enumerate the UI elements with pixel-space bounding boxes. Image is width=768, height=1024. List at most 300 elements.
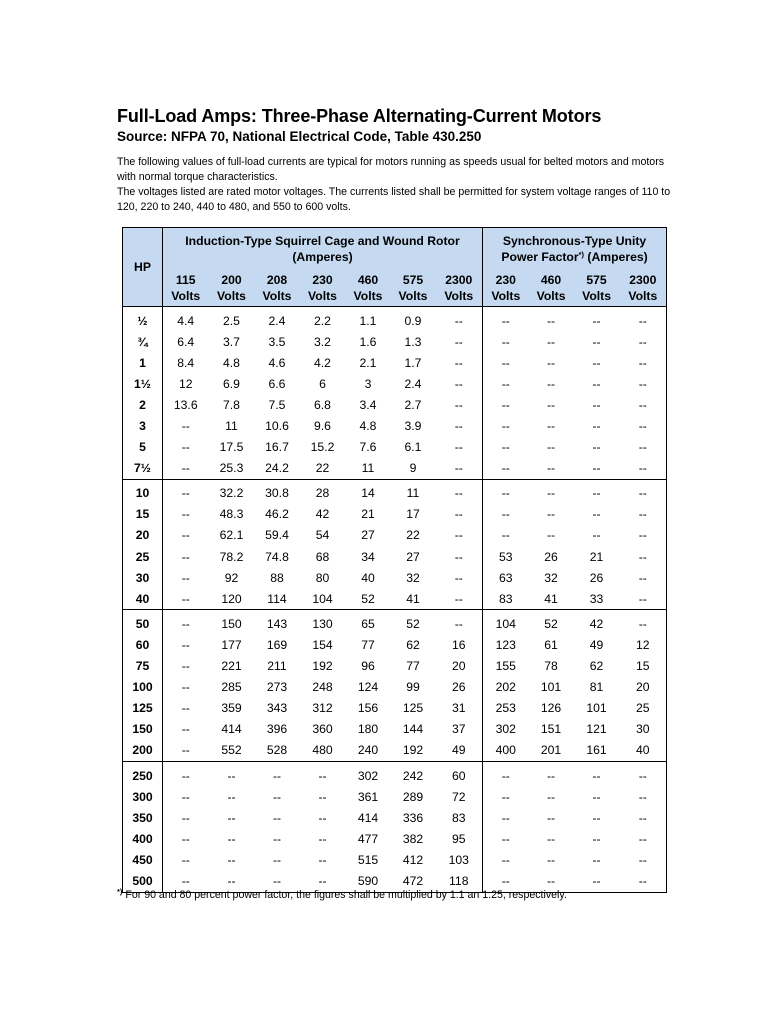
amps-cell: 34 — [361, 549, 375, 564]
amps-cell: 65 — [346, 610, 391, 635]
amps-cell: 177 — [221, 637, 242, 652]
amps-cell: -- — [483, 415, 529, 436]
hp-cell: 450 — [123, 849, 163, 870]
amps-cell: 49 — [589, 637, 604, 652]
hp-cell: 20 — [123, 525, 163, 546]
amps-cell: -- — [638, 313, 647, 328]
induction-voltage-header-208 — [255, 270, 300, 307]
amps-cell: -- — [483, 437, 529, 458]
amps-cell: 192 — [402, 743, 424, 758]
amps-cell: 25.3 — [219, 461, 244, 476]
amps-cell: 552 — [221, 743, 242, 758]
amps-cell: 16 — [451, 637, 466, 652]
amps-cell: -- — [592, 440, 601, 455]
hp-cell: 60 — [123, 634, 163, 655]
amps-cell: 6.4 — [177, 334, 195, 349]
amps-cell: -- — [272, 852, 282, 867]
amps-cell: -- — [546, 507, 556, 522]
amps-cell: 22 — [406, 528, 420, 543]
amps-cell: -- — [620, 761, 667, 786]
amps-cell: 17 — [406, 507, 420, 522]
amps-cell: -- — [483, 504, 529, 525]
amps-cell: 4.6 — [268, 355, 286, 370]
amps-cell: -- — [454, 440, 463, 455]
amps-cell: 61 — [544, 637, 558, 652]
table-row — [123, 525, 667, 546]
amps-cell: 68 — [315, 549, 330, 564]
amps-cell: 273 — [266, 680, 288, 695]
amps-cell: 240 — [357, 743, 379, 758]
amps-cell: 30.8 — [255, 479, 300, 504]
amps-cell: -- — [454, 507, 463, 522]
amps-cell: 528 — [266, 743, 288, 758]
table-row — [123, 504, 667, 525]
amps-cell: -- — [483, 761, 529, 786]
amps-cell: 11 — [391, 479, 436, 504]
voltage-value: 2300 — [629, 273, 657, 287]
amps-cell: -- — [546, 334, 556, 349]
voltage-unit: Volts — [491, 289, 521, 303]
amps-cell: 400 — [483, 740, 529, 762]
table-row — [123, 352, 667, 373]
page-title: Full-Load Amps: Three-Phase Alternating-Current Motors — [117, 106, 602, 126]
voltage-value: 115 — [175, 273, 196, 287]
amps-cell: -- — [483, 828, 529, 849]
amps-cell: 77 — [406, 659, 420, 674]
intro-paragraph-1: The following values of full-load currents are typical for motors running as speeds usual for belted motors and motors with normal torque characteristics. — [117, 156, 665, 183]
amps-cell: 202 — [483, 677, 529, 698]
amps-cell: 151 — [540, 722, 562, 737]
amps-cell: -- — [181, 701, 190, 716]
voltage-value: 208 — [266, 273, 288, 287]
amps-cell: 52 — [529, 610, 574, 635]
amps-cell: -- — [163, 761, 209, 786]
amps-cell: -- — [620, 610, 667, 635]
amps-cell: 62 — [406, 637, 420, 652]
hp-cell: 25 — [123, 546, 163, 567]
amps-cell: 15 — [636, 659, 650, 674]
amps-cell: -- — [454, 313, 463, 328]
amps-cell: 8.4 — [177, 355, 195, 370]
amps-cell: -- — [272, 831, 282, 846]
table-row — [123, 656, 667, 677]
amps-cell: -- — [181, 743, 190, 758]
amps-cell: -- — [181, 680, 190, 695]
amps-cell: 359 — [221, 701, 242, 716]
amps-cell: 53 — [483, 546, 529, 567]
table-row — [123, 828, 667, 849]
amps-cell: 156 — [357, 701, 379, 716]
amps-cell: -- — [436, 479, 483, 504]
amps-cell: 7.5 — [268, 397, 286, 412]
amps-cell: 13.6 — [173, 397, 198, 412]
amps-cell: -- — [454, 397, 463, 412]
amps-cell: 26 — [544, 549, 558, 564]
amps-cell: 360 — [312, 722, 333, 737]
amps-cell: -- — [638, 528, 647, 543]
amps-cell: -- — [592, 852, 601, 867]
amps-cell: 192 — [312, 659, 333, 674]
amps-cell: 2.2 — [314, 313, 331, 328]
hp-cell: 150 — [123, 719, 163, 740]
amps-cell: -- — [483, 807, 529, 828]
amps-cell: -- — [318, 810, 327, 825]
amps-cell: 17.5 — [219, 440, 244, 455]
amps-cell: 1.1 — [359, 313, 377, 328]
amps-cell: -- — [638, 334, 647, 349]
amps-cell: 63 — [483, 567, 529, 588]
amps-cell: -- — [272, 810, 282, 825]
amps-cell: -- — [227, 873, 236, 888]
amps-cell: 27 — [406, 549, 420, 564]
amps-cell: 201 — [540, 743, 562, 758]
amps-cell: 343 — [266, 701, 288, 716]
amps-cell: 289 — [402, 789, 424, 804]
amps-cell: 285 — [221, 680, 242, 695]
amps-cell: 49 — [451, 743, 466, 758]
table-row — [123, 567, 667, 588]
amps-cell: 3.7 — [223, 334, 240, 349]
amps-cell: 414 — [357, 810, 379, 825]
amps-cell: -- — [529, 479, 574, 504]
amps-cell: -- — [546, 810, 556, 825]
amps-cell: 48.3 — [219, 507, 244, 522]
amps-cell: 312 — [312, 701, 333, 716]
amps-cell: 9.6 — [314, 419, 331, 434]
amps-cell: -- — [620, 479, 667, 504]
amps-cell: -- — [454, 419, 463, 434]
amps-cell: -- — [483, 307, 529, 332]
amps-cell: -- — [592, 528, 601, 543]
amps-cell: 180 — [357, 722, 379, 737]
amps-cell: 31 — [451, 701, 466, 716]
amps-cell: 81 — [589, 680, 604, 695]
voltage-header-row — [123, 270, 667, 307]
hp-cell: 10 — [123, 479, 163, 504]
amps-cell: 590 — [357, 873, 379, 888]
amps-cell: -- — [638, 440, 647, 455]
amps-cell: 169 — [266, 637, 288, 652]
amps-cell: 161 — [586, 743, 607, 758]
amps-cell: 121 — [586, 722, 607, 737]
amps-cell: -- — [638, 873, 647, 888]
amps-cell: 1.7 — [404, 355, 422, 370]
table-row — [123, 479, 667, 504]
amps-cell: -- — [483, 870, 529, 892]
amps-cell: 78.2 — [219, 549, 244, 564]
amps-cell: 480 — [312, 743, 333, 758]
amps-cell: 143 — [255, 610, 300, 635]
table-row — [123, 307, 667, 332]
amps-cell: 32 — [544, 570, 558, 585]
table-row — [123, 807, 667, 828]
amps-cell: -- — [181, 873, 190, 888]
voltage-unit: Volts — [398, 289, 428, 303]
voltage-unit: Volts — [217, 289, 246, 303]
sync-voltage-header-460 — [529, 270, 574, 307]
amps-cell: -- — [454, 334, 463, 349]
amps-cell: 3.5 — [268, 334, 286, 349]
amps-cell: 1.6 — [359, 334, 377, 349]
induction-voltage-header-230 — [300, 270, 346, 307]
amps-cell: 59.4 — [265, 528, 289, 543]
voltage-value: 460 — [357, 273, 379, 287]
amps-cell: 40 — [636, 743, 650, 758]
amps-cell: 2.7 — [404, 397, 422, 412]
synchronous-type-header — [483, 228, 667, 271]
voltage-unit: Volts — [582, 289, 611, 303]
hp-cell: 40 — [123, 588, 163, 610]
hp-cell: 125 — [123, 698, 163, 719]
hp-cell: 500 — [123, 870, 163, 892]
amps-cell: 477 — [357, 831, 379, 846]
table-row — [123, 415, 667, 436]
amps-cell: -- — [592, 419, 601, 434]
amps-cell: -- — [181, 419, 190, 434]
table-row — [123, 394, 667, 415]
amps-cell: -- — [638, 461, 647, 476]
amps-cell: 123 — [483, 634, 529, 655]
induction-type-header — [163, 228, 483, 271]
amps-cell: 154 — [312, 637, 333, 652]
amps-cell: -- — [181, 831, 190, 846]
hp-cell: 50 — [123, 610, 163, 635]
amps-cell: -- — [227, 831, 236, 846]
amps-cell: 472 — [402, 873, 424, 888]
amps-cell: 99 — [406, 680, 420, 695]
amps-cell: -- — [546, 461, 556, 476]
amps-cell: -- — [318, 873, 327, 888]
intro-text — [117, 155, 677, 215]
amps-cell: 30 — [636, 722, 650, 737]
amps-cell: -- — [181, 659, 190, 674]
amps-cell: 130 — [300, 610, 346, 635]
amps-cell: -- — [546, 789, 556, 804]
amps-cell: 104 — [483, 610, 529, 635]
table-row — [123, 458, 667, 480]
hp-cell: 100 — [123, 677, 163, 698]
footnote-marker: *) — [117, 887, 123, 896]
amps-cell: 26 — [589, 570, 604, 585]
amps-cell: 6.8 — [314, 397, 331, 412]
amps-cell: 1.3 — [404, 334, 422, 349]
amps-cell: -- — [546, 528, 556, 543]
sync-header-amperes: (Amperes) — [584, 250, 648, 264]
amps-cell: 78 — [544, 659, 558, 674]
amps-cell: -- — [454, 591, 463, 606]
amps-cell: 24.2 — [265, 461, 289, 476]
amps-cell: 242 — [391, 761, 436, 786]
amps-cell: -- — [546, 831, 556, 846]
amps-cell: 4.8 — [359, 419, 377, 434]
hp-cell: 250 — [123, 761, 163, 786]
amps-cell: 382 — [402, 831, 424, 846]
amps-cell: -- — [546, 355, 556, 370]
amps-cell: 4.8 — [223, 355, 240, 370]
table-row — [123, 698, 667, 719]
amps-cell: 32.2 — [209, 479, 255, 504]
hp-cell: 400 — [123, 828, 163, 849]
amps-cell: -- — [181, 789, 190, 804]
table-body — [123, 307, 667, 893]
amps-cell: -- — [638, 852, 647, 867]
induction-voltage-header-575 — [391, 270, 436, 307]
amps-cell: -- — [638, 570, 647, 585]
induction-voltage-header-2300 — [436, 270, 483, 307]
amps-cell: 125 — [402, 701, 424, 716]
amps-cell: 32 — [406, 570, 420, 585]
hp-cell: 5 — [123, 437, 163, 458]
amps-cell: 253 — [483, 698, 529, 719]
voltage-unit: Volts — [536, 289, 566, 303]
table-row — [123, 761, 667, 786]
amps-cell: -- — [546, 873, 556, 888]
sync-header-pf: Power Factor — [501, 250, 579, 264]
amps-cell: 336 — [402, 810, 424, 825]
amps-cell: -- — [592, 873, 601, 888]
amps-cell: -- — [318, 831, 327, 846]
amps-cell: -- — [638, 507, 647, 522]
amps-cell: 25 — [636, 701, 650, 716]
sync-voltage-header-230 — [483, 270, 529, 307]
amps-cell: 21 — [361, 507, 375, 522]
voltage-value: 230 — [312, 273, 333, 287]
amps-cell: 62.1 — [219, 528, 244, 543]
amps-cell: -- — [181, 722, 190, 737]
amps-cell: -- — [592, 810, 601, 825]
voltage-value: 200 — [221, 273, 242, 287]
amps-cell: -- — [592, 461, 601, 476]
amps-cell: -- — [546, 376, 556, 391]
amps-cell: -- — [592, 831, 601, 846]
amps-cell: 92 — [224, 570, 239, 585]
amps-cell: 120 — [221, 591, 242, 606]
amps-cell: 83 — [483, 588, 529, 610]
footnote-text: For 90 and 80 percent power factor, the figures shall be multiplied by 1.1 an 1.25, respectively. — [122, 889, 567, 901]
amps-cell: -- — [181, 461, 190, 476]
amps-cell: 302 — [346, 761, 391, 786]
amps-cell: 126 — [540, 701, 562, 716]
table-row — [123, 331, 667, 352]
amps-cell: -- — [638, 419, 647, 434]
amps-cell: 361 — [357, 789, 379, 804]
amps-cell: -- — [574, 479, 620, 504]
amps-cell: -- — [318, 852, 327, 867]
amps-cell: -- — [546, 313, 556, 328]
amps-cell: -- — [483, 331, 529, 352]
amps-cell: -- — [638, 831, 647, 846]
amps-cell: -- — [638, 549, 647, 564]
voltage-value: 575 — [402, 273, 424, 287]
amps-cell: 21 — [589, 549, 604, 564]
amps-cell: 28 — [300, 479, 346, 504]
amps-cell: 11 — [225, 419, 238, 434]
table-row — [123, 719, 667, 740]
amps-cell: -- — [227, 810, 236, 825]
hp-cell: 3 — [123, 415, 163, 436]
amps-cell: 12 — [636, 637, 650, 652]
voltage-unit: Volts — [308, 289, 337, 303]
amps-cell: 95 — [451, 831, 466, 846]
amps-cell: -- — [638, 789, 647, 804]
amps-cell: 101 — [540, 680, 562, 695]
amps-cell: 114 — [267, 591, 287, 606]
amps-cell: 2.5 — [223, 313, 240, 328]
amps-cell: 248 — [312, 680, 333, 695]
induction-header-line2: (Amperes) — [292, 250, 353, 264]
amps-cell: -- — [181, 570, 190, 585]
amps-cell: -- — [181, 528, 190, 543]
amps-cell: -- — [483, 786, 529, 807]
amps-cell: 33 — [589, 591, 604, 606]
amps-cell: 211 — [267, 659, 287, 674]
amps-cell: -- — [592, 334, 601, 349]
amps-cell: 3.9 — [404, 419, 422, 434]
amps-cell: 6.9 — [223, 376, 240, 391]
amps-cell: -- — [272, 789, 282, 804]
sync-footnote-marker: *) — [578, 250, 585, 259]
footnote — [117, 888, 567, 902]
amps-cell: 2.4 — [268, 313, 286, 328]
amps-cell: -- — [181, 637, 190, 652]
voltage-unit: Volts — [262, 289, 292, 303]
amps-cell: 15.2 — [310, 440, 335, 455]
amps-cell: -- — [546, 440, 556, 455]
amps-cell: -- — [592, 397, 601, 412]
amps-cell: 3 — [364, 376, 372, 391]
amps-cell: 10.6 — [265, 419, 289, 434]
amps-cell: 42 — [574, 610, 620, 635]
table-row — [123, 588, 667, 610]
amps-cell: 72 — [451, 789, 466, 804]
amps-cell: 88 — [270, 570, 284, 585]
full-load-amps-table — [122, 227, 667, 893]
amps-cell: 9 — [409, 461, 417, 476]
amps-cell: 221 — [221, 659, 242, 674]
amps-cell: -- — [529, 761, 574, 786]
hp-cell: 200 — [123, 740, 163, 762]
sync-voltage-header-575 — [574, 270, 620, 307]
amps-cell: 3.2 — [314, 334, 331, 349]
amps-cell: 144 — [402, 722, 424, 737]
amps-cell: -- — [163, 610, 209, 635]
amps-cell: -- — [300, 761, 346, 786]
amps-cell: 42 — [315, 507, 330, 522]
amps-cell: -- — [454, 528, 463, 543]
voltage-value: 230 — [495, 273, 516, 287]
voltage-unit: Volts — [171, 289, 201, 303]
amps-cell: -- — [209, 761, 255, 786]
amps-cell: -- — [255, 761, 300, 786]
amps-cell: -- — [638, 397, 647, 412]
amps-cell: 515 — [357, 852, 379, 867]
amps-cell: 60 — [436, 761, 483, 786]
induction-voltage-header-200 — [209, 270, 255, 307]
amps-cell: -- — [483, 525, 529, 546]
amps-cell: 6.1 — [404, 440, 422, 455]
amps-cell: -- — [454, 570, 463, 585]
amps-cell: 7.6 — [359, 440, 377, 455]
table-row — [123, 740, 667, 762]
amps-cell: -- — [483, 394, 529, 415]
hp-cell: 1 — [123, 352, 163, 373]
amps-cell: -- — [436, 610, 483, 635]
amps-cell: -- — [181, 507, 190, 522]
amps-cell: 77 — [361, 637, 375, 652]
hp-header: HP — [123, 228, 163, 307]
table-row — [123, 786, 667, 807]
amps-cell: 62 — [589, 659, 604, 674]
